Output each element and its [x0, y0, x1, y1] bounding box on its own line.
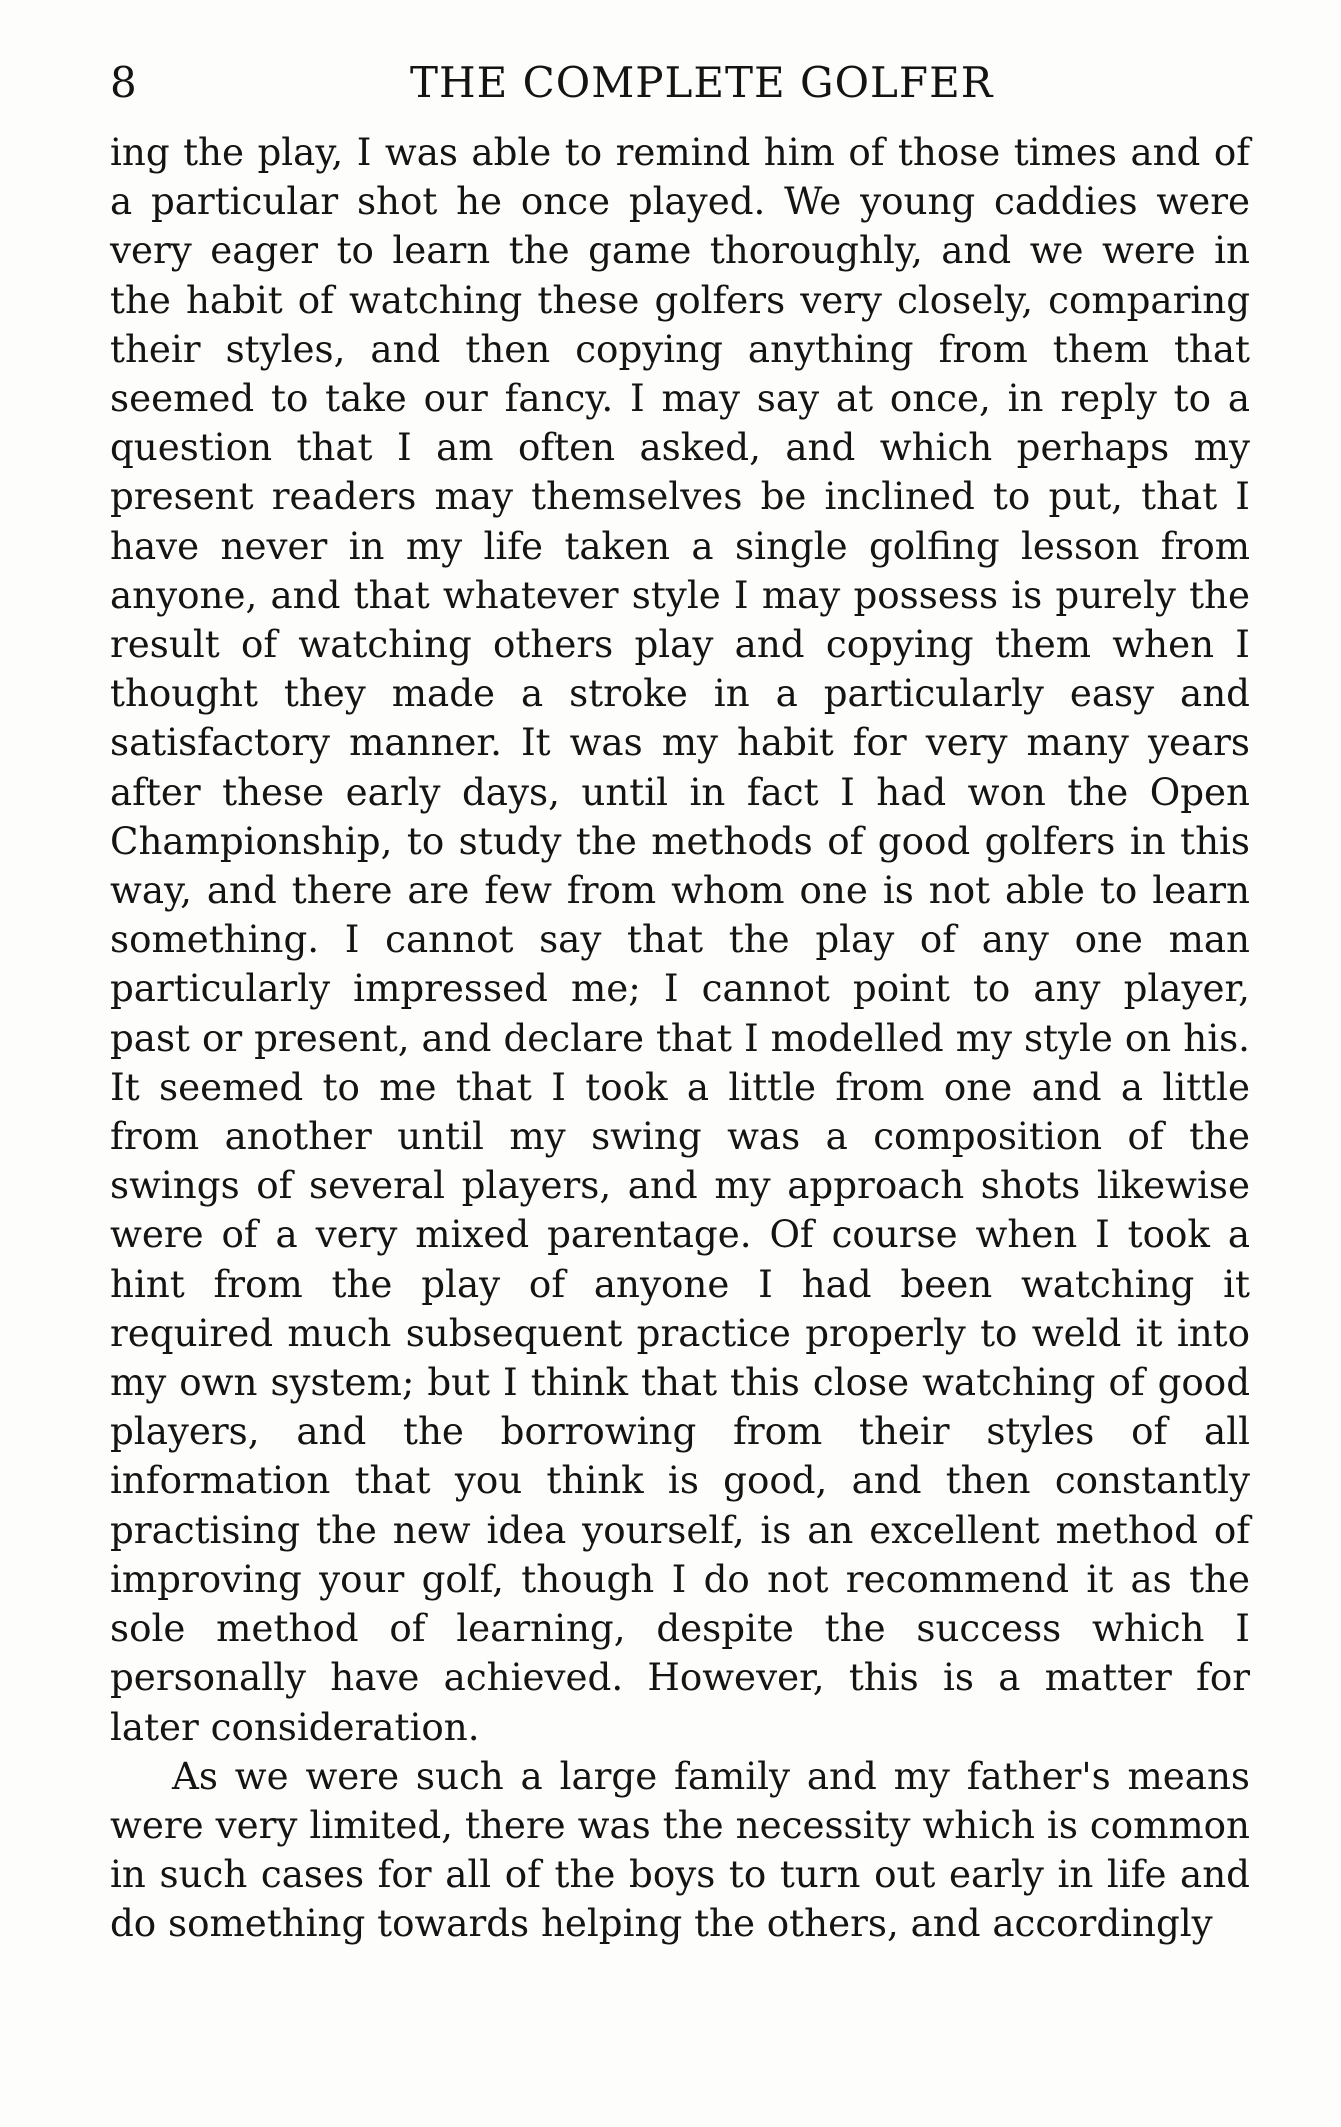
paragraph-continued: ing the play, I was able to remind him of those times and of a particular shot he once played. We young caddies were very eager to learn the game thoroughly, and we were in the habit of watching these golfers very closely, comparing their styles, and then copying anything from them that seemed to take our fancy. I may say at once, in reply to a question that I am often asked, and which perhaps my present readers may themselves be inclined to put, that I have never in my life taken a single golfing lesson from anyone, and that whatever style I may possess is purely the result of watching others play and copying them when I thought they made a stroke in a particularly easy and satisfactory manner. It was my habit for very many years after these early days, until in fact I had won the Open Championship, to study the methods of good golfers in this way, and there are few from whom one is not able to learn something. I cannot say that the play of any one man particularly impressed me; I cannot point to any player, past or present, and declare that I modelled my style on his. It seemed to me that I took a little from one and a little from another until my swing was a composition of the swings of several players, and my approach shots likewise were of a very mixed parentage. Of course when I took a hint from the play of anyone I had been watching it required much subsequent practice properly to weld it into my own system; but I think that this close watching of good players, and the borrowing from their styles of all information that you think is good, and then constantly practising the new idea yourself, is an excellent method of improving your golf, though I do not recommend it as the sole method of learning, despite the success which I personally have achieved. However, this is a matter for later consideration. — [110, 130, 1250, 1749]
page-number: 8 — [110, 58, 137, 107]
body-text — [110, 128, 1250, 1949]
paragraph: As we were such a large family and my father's means were very limited, there was the necessity which is common in such cases for all of the boys to turn out early in life and do something towards helping the others, and accordingly — [110, 1753, 1250, 1946]
running-head — [110, 48, 1250, 118]
book-title: THE COMPLETE GOLFER — [410, 58, 994, 107]
